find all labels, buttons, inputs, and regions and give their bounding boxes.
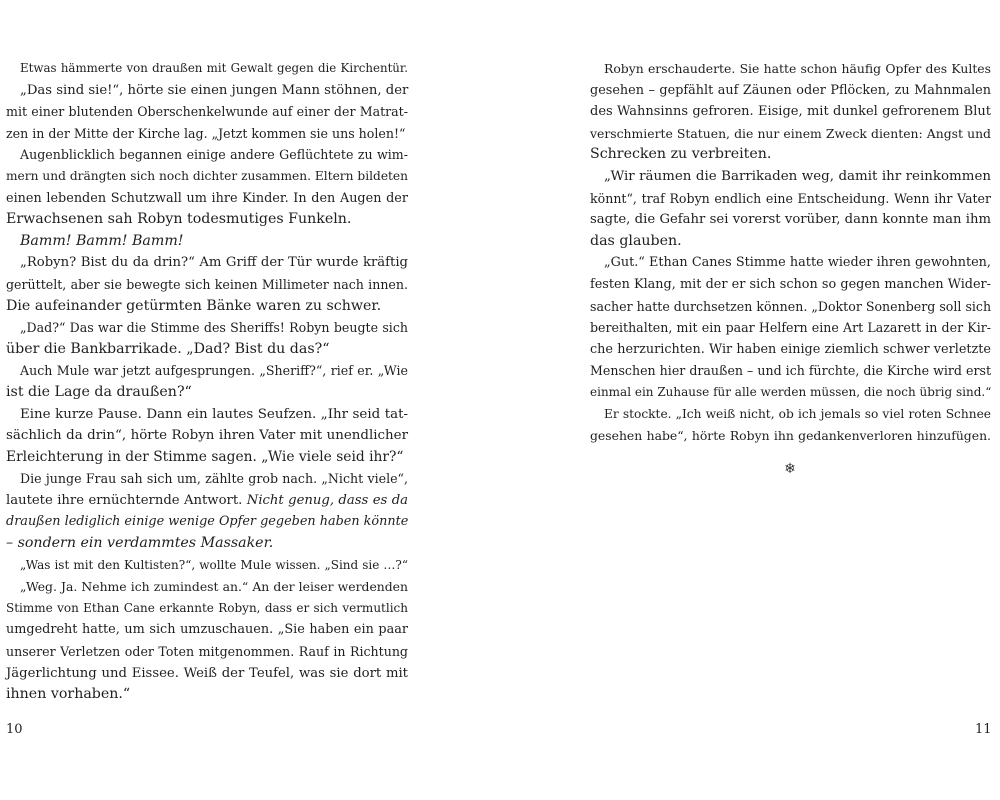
- text-line: [6, 511, 408, 533]
- italic-text: – sondern ein verdammtes Massaker.: [6, 535, 274, 552]
- text-line: [6, 533, 408, 555]
- text-line: verschmierte Statuen, die nur einem Zweck dienten: Angst und: [590, 125, 991, 141]
- text-line: che herzurichten. Wir haben einige ziemlich schwer verletzte: [590, 341, 991, 357]
- text-line: „Das sind sie!“, hörte sie einen jungen Mann stöhnen, der: [20, 82, 409, 98]
- text-line: Schrecken zu verbreiten.: [590, 146, 772, 163]
- text-line: Etwas hämmerte von draußen mit Gewalt gegen die Kirchentür.: [20, 61, 408, 75]
- text-line: „Robyn? Bist du da drin?“ Am Griff der Tür wurde kräftig: [20, 255, 408, 271]
- text-line: Auch Mule war jetzt aufgesprungen. „Sheriff?“, rief er. „Wie: [20, 363, 408, 379]
- text-line: „Weg. Ja. Nehme ich zumindest an.“ An der leiser werdenden: [20, 579, 408, 595]
- text-line: umgedreht hatte, um sich umzuschauen. „Sie haben ein paar: [6, 622, 408, 638]
- snowflake-ornament-icon: ❄: [784, 461, 796, 477]
- text-line: [6, 231, 408, 253]
- text-line: „Was ist mit den Kultisten?“, wollte Mule wissen. „Sind sie …?“: [20, 557, 408, 572]
- text-line: sächlich da drin“, hörte Robyn ihren Vater mit unendlicher: [6, 428, 408, 444]
- text-line: könnt“, traf Robyn endlich eine Entscheidung. Wenn ihr Vater: [590, 190, 991, 206]
- text-line: sacher hatte durchsetzen können. „Doktor Sonenberg soll sich: [590, 298, 992, 314]
- right-page: [590, 58, 991, 447]
- left-page: [6, 58, 408, 706]
- page-number-right: 11: [975, 722, 992, 737]
- text-line: Er stockte. „Ich weiß nicht, ob ich jemals so viel roten Schnee: [604, 406, 991, 421]
- text-line: Die junge Frau sah sich um, zählte grob nach. „Nicht viele“,: [20, 471, 408, 487]
- text-line: Die aufeinander getürmten Bänke waren zu schwer.: [6, 297, 382, 314]
- text-line: Erleichterung in der Stimme sagen. „Wie viele seid ihr?“: [6, 448, 404, 465]
- text-line: Stimme von Ethan Cane erkannte Robyn, dass er sich vermutlich: [6, 600, 408, 615]
- text-line: ihnen vorhaben.“: [6, 686, 131, 703]
- text-line: „Dad?“ Das war die Stimme des Sheriffs! Robyn beugte sich: [20, 320, 408, 336]
- text-line: Jägerlichtung und Eissee. Weiß der Teufel, was sie dort mit: [6, 665, 408, 681]
- text-line: Menschen hier draußen – und ich fürchte, die Kirche wird erst: [590, 363, 991, 379]
- italic-text: draußen lediglich einige wenige Opfer gegeben haben könnte: [6, 514, 409, 530]
- text-line: sagte, die Gefahr sei vorerst vorüber, dann konnte man ihm: [590, 212, 991, 228]
- text-line: bereithalten, mit ein paar Helfern eine Art Lazarett in der Kir-: [590, 320, 991, 336]
- text-line: über die Bankbarrikade. „Dad? Bist du das?“: [6, 340, 330, 357]
- text-line: ist die Lage da draußen?“: [6, 383, 192, 400]
- page-number-left: 10: [6, 722, 23, 737]
- text-line: gesehen – gepfählt auf Zäunen oder Pflöcken, zu Mahnmalen: [590, 82, 991, 98]
- text-line: mern und drängten sich noch dichter zusammen. Eltern bildeten: [6, 168, 408, 183]
- text-line: des Wahnsinns gefroren. Eisige, mit dunkel gefrorenem Blut: [590, 104, 991, 120]
- text-line: mit einer blutenden Oberschenkelwunde auf einer der Matrat-: [6, 104, 408, 120]
- text-line: Erwachsenen sah Robyn todesmutiges Funkeln.: [6, 211, 352, 228]
- text-line: „Wir räumen die Barrikaden weg, damit ihr reinkommen: [604, 168, 991, 184]
- text-line: unserer Verletzen oder Toten mitgenommen. Rauf in Richtung: [6, 644, 408, 660]
- text-line: einen lebenden Schutzwall um ihre Kinder. In den Augen der: [6, 190, 408, 206]
- plain-text: lautete ihre ernüchternde Antwort.: [6, 492, 243, 508]
- text-line: Robyn erschauderte. Sie hatte schon häufig Opfer des Kultes: [604, 61, 991, 76]
- text-line: gerüttelt, aber sie bewegte sich keinen Millimeter nach innen.: [6, 276, 408, 292]
- text-line: gesehen habe“, hörte Robyn ihn gedankenverloren hinzufügen.: [590, 428, 991, 444]
- text-line: das glauben.: [590, 232, 682, 249]
- text-line: „Gut.“ Ethan Canes Stimme hatte wieder ihren gewohnten,: [604, 255, 991, 271]
- italic-text: Bamm! Bamm! Bamm!: [20, 232, 184, 249]
- text-line: Augenblicklich begannen einige andere Geflüchtete zu wim-: [20, 147, 408, 163]
- text-line: zen in der Mitte der Kirche lag. „Jetzt kommen sie uns holen!“: [6, 125, 406, 141]
- text-line: Eine kurze Pause. Dann ein lautes Seufzen. „Ihr seid tat-: [20, 406, 408, 422]
- text-line: einmal ein Zuhause für alle werden müssen, die noch übrig sind.“: [590, 384, 992, 399]
- text-line: festen Klang, mit der er sich schon so gegen manchen Wider-: [590, 276, 991, 292]
- italic-text: Nicht genug, dass es da: [246, 492, 408, 508]
- text-line: [6, 490, 408, 512]
